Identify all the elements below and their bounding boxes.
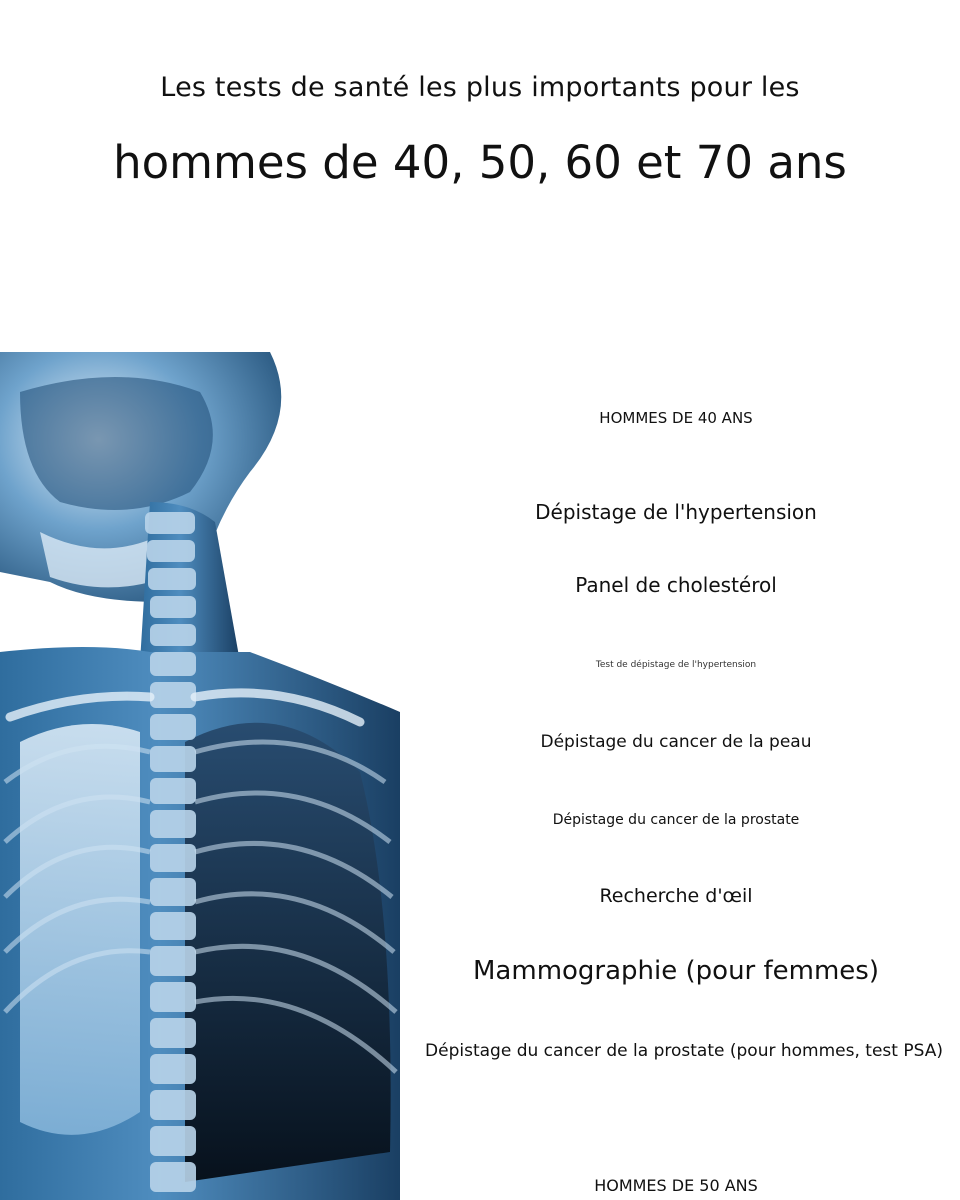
list-item: Test de dépistage de l'hypertension xyxy=(595,660,757,670)
list-item: Dépistage du cancer de la prostate (pour hommes, test PSA) xyxy=(425,1041,943,1061)
page-title-line-1: Les tests de santé les plus importants pour les xyxy=(160,72,800,103)
chest-xray-image xyxy=(0,352,400,1200)
list-item: Recherche d'œil xyxy=(599,885,753,907)
page-header xyxy=(0,0,960,300)
xray-illustration xyxy=(0,352,400,1200)
list-item: Mammographie (pour femmes) xyxy=(473,956,879,986)
section-heading-40: HOMMES DE 40 ANS xyxy=(599,409,753,427)
list-item: Dépistage du cancer de la prostate xyxy=(552,812,800,828)
list-item: Panel de cholestérol xyxy=(575,573,777,597)
section-heading-50: HOMMES DE 50 ANS xyxy=(594,1176,758,1195)
list-item: Dépistage de l'hypertension xyxy=(535,500,817,524)
list-item: Dépistage du cancer de la peau xyxy=(540,732,812,752)
tests-list xyxy=(400,352,960,1200)
page-title-line-2: hommes de 40, 50, 60 et 70 ans xyxy=(113,136,847,189)
